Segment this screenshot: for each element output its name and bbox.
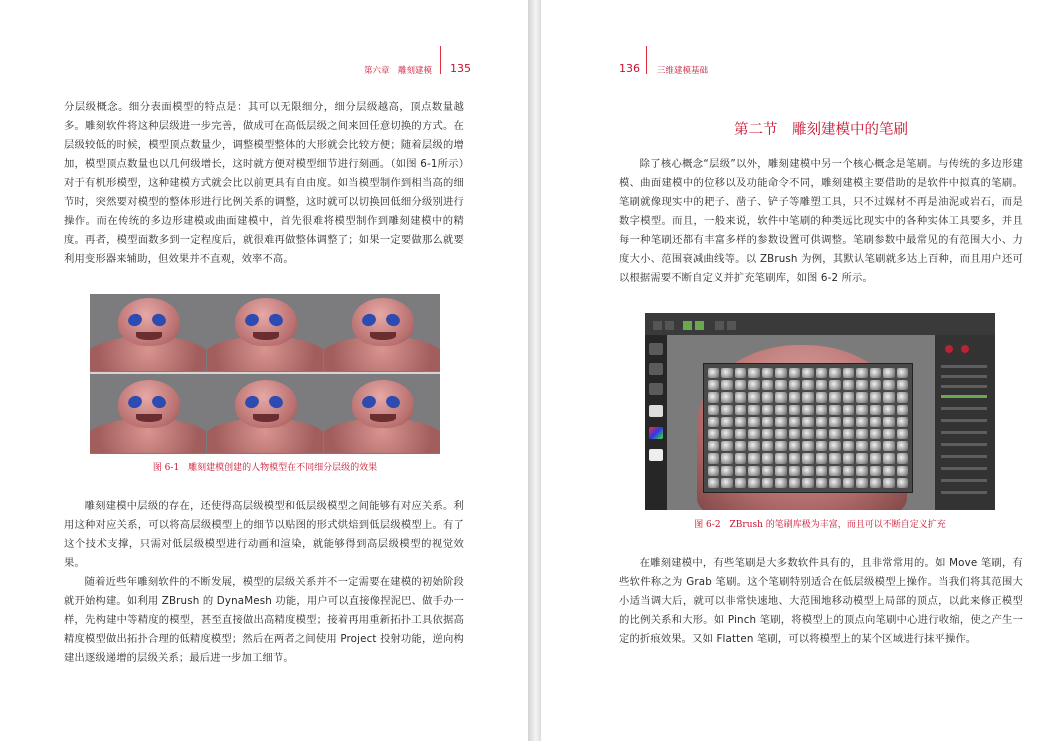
brush-thumbnail bbox=[816, 478, 827, 488]
text-line: 在雕刻建模中，有些笔刷是大多数软件具有的，且非常常用的。如 Move 笔刷， bbox=[639, 557, 1013, 569]
brush-thumbnail bbox=[748, 441, 759, 451]
brush-thumbnail bbox=[775, 478, 786, 488]
text-line: 分级别进行操作。而在传统的多边形建模或曲面建模中，首先很难将模型制作到雕刻 bbox=[64, 196, 464, 227]
brush-thumbnail bbox=[829, 368, 840, 378]
brush-thumbnail bbox=[843, 380, 854, 390]
brush-thumbnail bbox=[775, 429, 786, 439]
brush-thumbnail bbox=[762, 380, 773, 390]
brush-thumbnail bbox=[870, 453, 881, 463]
text-line: 在层级较低的时候，模型顶点数量少，调整模型整体的大形就会比较方便；随着层级 bbox=[64, 120, 464, 151]
brush-thumbnail bbox=[883, 380, 894, 390]
left-paragraph-1 bbox=[64, 98, 464, 269]
brush-thumbnail bbox=[762, 478, 773, 488]
left-paragraph-2 bbox=[64, 497, 464, 573]
brush-thumbnail bbox=[789, 417, 800, 427]
brush-thumbnail bbox=[802, 392, 813, 402]
figure-6-2-image bbox=[645, 313, 995, 510]
brush-thumbnail bbox=[816, 466, 827, 476]
brush-thumbnail bbox=[897, 380, 908, 390]
brush-thumbnail bbox=[775, 380, 786, 390]
brush-thumbnail bbox=[789, 405, 800, 415]
brush-thumbnail bbox=[721, 392, 732, 402]
brush-thumbnail bbox=[721, 453, 732, 463]
brush-thumbnail bbox=[802, 417, 813, 427]
brush-thumbnail bbox=[883, 417, 894, 427]
brush-thumbnail bbox=[897, 478, 908, 488]
zbrush-left-toolbar bbox=[645, 335, 667, 510]
brush-thumbnail bbox=[816, 380, 827, 390]
text-line: 向构建出逐级递增的层级关系；最后进一步加工细节。 bbox=[64, 633, 464, 664]
text-line: 一样，先构建中等精度的模型，甚至直接做出高精度模型；接着再用重新拓扑工具依 bbox=[64, 595, 464, 626]
brush-thumbnail bbox=[789, 478, 800, 488]
brush-thumbnail bbox=[870, 368, 881, 378]
brush-thumbnail bbox=[843, 478, 854, 488]
brush-thumbnail bbox=[897, 392, 908, 402]
brush-thumbnail bbox=[897, 368, 908, 378]
brush-thumbnail bbox=[829, 405, 840, 415]
brush-thumbnail bbox=[870, 441, 881, 451]
brush-thumbnail bbox=[748, 453, 759, 463]
brush-thumbnail bbox=[829, 392, 840, 402]
brush-thumbnail bbox=[870, 478, 881, 488]
brush-thumbnail bbox=[802, 368, 813, 378]
text-line: 围大小适当调大后，就可以非常快速地、大范围地移动模型上局部的顶点，以此来 bbox=[619, 576, 1023, 607]
brush-thumbnail bbox=[856, 405, 867, 415]
right-paragraph-1 bbox=[619, 155, 1023, 288]
figure-6-1-caption: 图 6-1 雕刻建模创建的人物模型在不同细分层级的效果 bbox=[152, 463, 378, 473]
brush-thumbnail bbox=[748, 466, 759, 476]
sculpt-head-thumbnail bbox=[207, 378, 323, 453]
text-line: 建模中的精度。再者，模型面数多到一定程度后，就很难再做整体调整了；如果一定 bbox=[64, 215, 464, 246]
brush-thumbnail bbox=[789, 368, 800, 378]
brush-thumbnail bbox=[708, 478, 719, 488]
text-line: 石，而是数字模型。而且，一般来说，软件中笔刷的种类远比现实中的各种实体工具 bbox=[619, 196, 1023, 227]
right-page bbox=[541, 0, 1063, 741]
brush-thumbnail bbox=[856, 392, 867, 402]
brush-thumbnail bbox=[816, 429, 827, 439]
brush-thumbnail bbox=[789, 429, 800, 439]
figure-band bbox=[90, 372, 440, 374]
brush-thumbnail bbox=[748, 429, 759, 439]
brush-thumbnail bbox=[802, 478, 813, 488]
brush-thumbnail bbox=[870, 405, 881, 415]
brush-thumbnail bbox=[897, 405, 908, 415]
brush-thumbnail bbox=[802, 405, 813, 415]
text-line: 操作。 bbox=[945, 633, 977, 645]
brush-thumbnail bbox=[708, 429, 719, 439]
brush-thumbnail bbox=[816, 417, 827, 427]
text-line: 形建模、曲面建模中的位移以及功能命令不同，雕刻建模主要借助的是软件中拟真的 bbox=[619, 158, 1023, 189]
left-page bbox=[0, 0, 528, 741]
brush-thumbnail bbox=[735, 466, 746, 476]
sculpt-head-thumbnail bbox=[207, 296, 323, 371]
book-gutter bbox=[528, 0, 541, 741]
zbrush-right-panel bbox=[935, 335, 995, 510]
text-line: 所示）对于有机形模型，这种建模方式就会比以前更具有自由度。如当模型制作到相 bbox=[64, 158, 464, 189]
brush-thumbnail bbox=[856, 380, 867, 390]
brush-thumbnail bbox=[802, 441, 813, 451]
brush-thumbnail bbox=[735, 405, 746, 415]
brush-thumbnail bbox=[735, 417, 746, 427]
sculpt-head-thumbnail bbox=[324, 378, 440, 453]
brush-thumbnail bbox=[843, 368, 854, 378]
text-line: 笔刷。笔刷就像现实中的耙子、凿子、铲子等雕塑工具，只不过媒材不再是油泥或岩 bbox=[619, 177, 1024, 208]
brush-thumbnail bbox=[843, 441, 854, 451]
brush-thumbnail bbox=[802, 380, 813, 390]
brush-thumbnail bbox=[762, 466, 773, 476]
text-line: 多。雕刻软件将这种层级进一步完善，做成可在高低层级之间来回任意切换的方式。 bbox=[64, 120, 454, 132]
brush-thumbnail bbox=[856, 478, 867, 488]
text-line: 据高精度模型做出拓扑合理的低精度模型；然后在两者之间使用 Project 投射功能，逆 bbox=[64, 614, 464, 645]
brush-thumbnail bbox=[748, 405, 759, 415]
brush-thumbnail bbox=[789, 441, 800, 451]
left-page-number: 135 bbox=[450, 62, 471, 75]
text-line: 使之产生一定的折痕效果。又如 Flatten 笔刷，可以将模型上的某个区域进行抹平 bbox=[619, 614, 1023, 645]
brush-thumbnail bbox=[775, 368, 786, 378]
brush-thumbnail bbox=[789, 466, 800, 476]
brush-thumbnail bbox=[897, 453, 908, 463]
brush-thumbnail bbox=[897, 429, 908, 439]
brush-thumbnail bbox=[708, 453, 719, 463]
brush-thumbnail bbox=[762, 368, 773, 378]
brush-thumbnail bbox=[708, 417, 719, 427]
brush-thumbnail bbox=[856, 441, 867, 451]
text-line: 而且用户还可以根据需要不断自定义并扩充笔刷库，如图 6-2 所示。 bbox=[619, 253, 1023, 284]
brush-thumbnail bbox=[721, 417, 732, 427]
brush-thumbnail bbox=[721, 405, 732, 415]
brush-thumbnail bbox=[883, 429, 894, 439]
brush-thumbnail bbox=[708, 392, 719, 402]
brush-thumbnail bbox=[856, 429, 867, 439]
sculpt-head-thumbnail bbox=[324, 296, 440, 371]
brush-thumbnail bbox=[748, 417, 759, 427]
zbrush-top-bar bbox=[645, 313, 995, 336]
brush-thumbnail bbox=[748, 368, 759, 378]
brush-thumbnail bbox=[748, 380, 759, 390]
sculpt-head-thumbnail bbox=[90, 378, 206, 453]
brush-thumbnail bbox=[829, 417, 840, 427]
brush-thumbnail bbox=[870, 417, 881, 427]
header-divider bbox=[440, 46, 441, 74]
text-line: 分层级概念。细分表面模型的特点是：其可以无限细分，细分层级越高，顶点数量越 bbox=[64, 101, 464, 113]
brush-thumbnail bbox=[856, 368, 867, 378]
text-line: 要做那么就要利用变形器来辅助，但效果并不直观，效率不高。 bbox=[64, 234, 464, 265]
brush-thumbnail bbox=[883, 466, 894, 476]
brush-thumbnail bbox=[721, 380, 732, 390]
brush-thumbnail bbox=[883, 405, 894, 415]
section-title: 第二节 雕刻建模中的笔刷 bbox=[734, 122, 908, 138]
brush-thumbnail bbox=[829, 466, 840, 476]
brush-thumbnail bbox=[843, 417, 854, 427]
brush-thumbnail bbox=[735, 429, 746, 439]
brush-thumbnail bbox=[748, 392, 759, 402]
brush-thumbnail bbox=[856, 417, 867, 427]
brush-thumbnail bbox=[708, 380, 719, 390]
text-line: 除了核心概念“层级”以外，雕刻建模中另一个核心概念是笔刷。与传统的多边 bbox=[639, 158, 1002, 170]
figure-6-1-image bbox=[90, 294, 440, 454]
brush-thumbnail bbox=[816, 405, 827, 415]
text-line: 修正模型的比例关系和大形。如 Pinch 笔刷，将模型上的顶点向笔刷中心进行收缩， bbox=[619, 595, 1023, 626]
brush-thumbnail bbox=[721, 441, 732, 451]
brush-thumbnail bbox=[708, 466, 719, 476]
brush-thumbnail bbox=[843, 392, 854, 402]
brush-thumbnail bbox=[762, 453, 773, 463]
brush-thumbnail bbox=[829, 380, 840, 390]
brush-thumbnail bbox=[775, 466, 786, 476]
text-line: 利用这种对应关系，可以将高层级模型上的细节以贴图的形式烘焙到低层级模型上。 bbox=[64, 500, 464, 531]
brush-thumbnail bbox=[870, 380, 881, 390]
left-paragraph-3 bbox=[64, 573, 464, 668]
brush-thumbnail bbox=[897, 466, 908, 476]
brush-thumbnail bbox=[789, 392, 800, 402]
brush-thumbnail bbox=[829, 441, 840, 451]
brush-thumbnail bbox=[816, 441, 827, 451]
brush-thumbnail bbox=[883, 368, 894, 378]
brush-thumbnail bbox=[762, 441, 773, 451]
brush-thumbnail bbox=[829, 429, 840, 439]
brush-thumbnail bbox=[789, 453, 800, 463]
brush-thumbnail bbox=[762, 405, 773, 415]
brush-thumbnail bbox=[856, 466, 867, 476]
brush-thumbnail bbox=[883, 453, 894, 463]
brush-thumbnail bbox=[735, 392, 746, 402]
text-line: 当高的细节时，突然要对模型的整体形进行比例关系的调整，这时就可以切换回低细 bbox=[64, 177, 464, 208]
figure-6-2-caption: 图 6-2 ZBrush 的笔刷库极为丰富，而且可以不断自定义扩充 bbox=[694, 520, 946, 530]
brush-thumbnail bbox=[816, 453, 827, 463]
brush-thumbnail bbox=[721, 466, 732, 476]
text-line: 雕刻建模中层级的存在，还使得高层级模型和低层级模型之间能够有对应关系。 bbox=[84, 500, 454, 512]
brush-thumbnail bbox=[843, 466, 854, 476]
text-line: 范围大小、力度大小、范围衰减曲线等。以 ZBrush 为例，其默认笔刷就多达上百种， bbox=[619, 234, 1023, 265]
brush-thumbnail bbox=[883, 392, 894, 402]
brush-thumbnail bbox=[883, 441, 894, 451]
brush-thumbnail bbox=[708, 441, 719, 451]
brush-thumbnail bbox=[829, 453, 840, 463]
brush-thumbnail bbox=[802, 453, 813, 463]
text-line: 觉效果。 bbox=[64, 538, 464, 569]
brush-thumbnail bbox=[762, 429, 773, 439]
brush-thumbnail bbox=[816, 368, 827, 378]
brush-thumbnail bbox=[802, 466, 813, 476]
brush-thumbnail bbox=[775, 417, 786, 427]
brush-thumbnail bbox=[897, 441, 908, 451]
brush-thumbnail bbox=[802, 429, 813, 439]
brush-thumbnail bbox=[775, 405, 786, 415]
brush-thumbnail bbox=[721, 368, 732, 378]
brush-thumbnail bbox=[762, 392, 773, 402]
sculpt-head-thumbnail bbox=[90, 296, 206, 371]
text-line: 的增加，模型顶点数量也以几何级增长，这时就方便对模型细节进行刻画。（如图 6-1 bbox=[64, 139, 464, 170]
text-line: 要多，并且每一种笔刷还都有丰富多样的参数设置可供调整。笔刷参数中最常见的有 bbox=[619, 215, 1024, 246]
brush-thumbnail bbox=[708, 368, 719, 378]
brush-thumbnail bbox=[897, 417, 908, 427]
brush-thumbnail bbox=[843, 429, 854, 439]
book-title: 三维建模基础 bbox=[657, 66, 709, 76]
brush-thumbnail bbox=[856, 453, 867, 463]
brush-thumbnail bbox=[775, 392, 786, 402]
brush-thumbnail bbox=[843, 453, 854, 463]
brush-thumbnail bbox=[708, 405, 719, 415]
brush-thumbnail bbox=[775, 441, 786, 451]
brush-thumbnail bbox=[789, 380, 800, 390]
right-paragraph-2 bbox=[619, 554, 1023, 649]
text-line: 有些软件称之为 Grab 笔刷。这个笔刷特别适合在低层级模型上操作。当我们将其范 bbox=[619, 557, 1023, 588]
brush-thumbnail bbox=[762, 417, 773, 427]
brush-thumbnail bbox=[843, 405, 854, 415]
chapter-title: 第六章 雕刻建模 bbox=[364, 66, 433, 76]
brush-thumbnail bbox=[735, 380, 746, 390]
text-line: 段就开始构建。如利用 ZBrush 的 DynaMesh 功能，用户可以直接像捏泥巴、做手办 bbox=[64, 576, 464, 607]
brush-thumbnail bbox=[721, 478, 732, 488]
text-line: 有了这个技术支撑，只需对低层级模型进行动画和渲染，就能够得到高层级模型的视 bbox=[64, 519, 464, 550]
header-divider bbox=[646, 46, 647, 74]
brush-thumbnail bbox=[748, 478, 759, 488]
left-running-head bbox=[360, 46, 480, 76]
brush-thumbnail bbox=[829, 478, 840, 488]
brush-thumbnail bbox=[735, 478, 746, 488]
brush-thumbnail bbox=[735, 368, 746, 378]
brush-thumbnail bbox=[870, 429, 881, 439]
right-running-head bbox=[619, 46, 759, 76]
brush-thumbnail bbox=[775, 453, 786, 463]
brush-thumbnail bbox=[870, 392, 881, 402]
brush-thumbnail bbox=[883, 478, 894, 488]
brush-thumbnail bbox=[870, 466, 881, 476]
brush-thumbnail bbox=[735, 453, 746, 463]
brush-thumbnail bbox=[816, 392, 827, 402]
right-page-number: 136 bbox=[619, 62, 640, 75]
brush-thumbnail bbox=[735, 441, 746, 451]
brush-thumbnail bbox=[721, 429, 732, 439]
brush-library-panel bbox=[703, 363, 913, 493]
text-line: 随着近些年雕刻软件的不断发展，模型的层级关系并不一定需要在建模的初始阶 bbox=[84, 576, 454, 588]
